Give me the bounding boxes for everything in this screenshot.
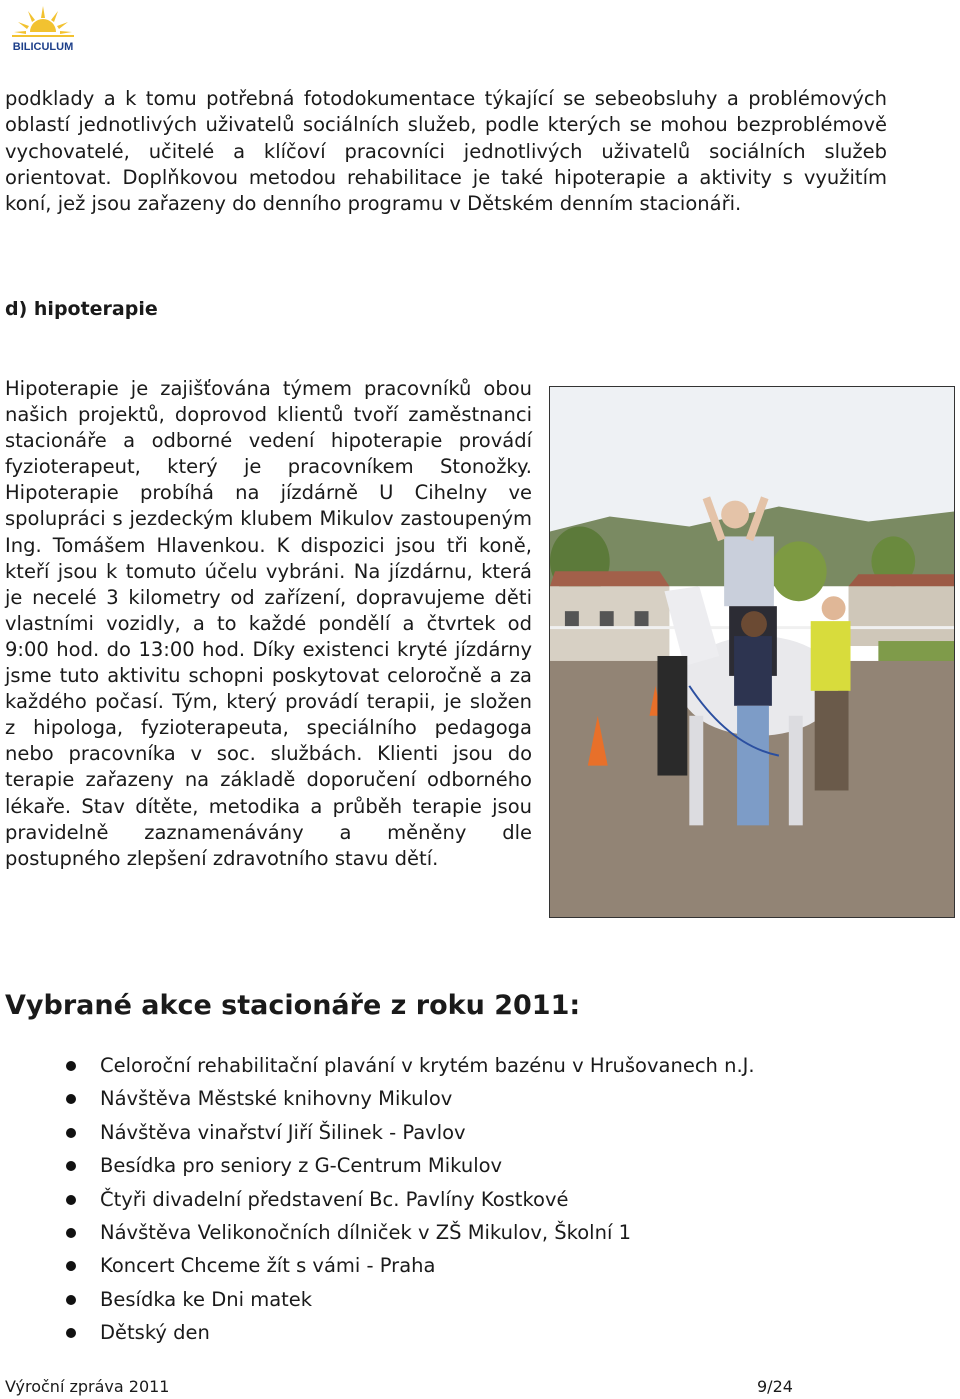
footer-report-title: Výroční zpráva 2011	[5, 1377, 170, 1396]
list-item	[60, 1319, 920, 1352]
section-heading: d) hipoterapie	[5, 298, 158, 320]
horse-riding-photo-icon	[550, 387, 954, 917]
event-label: Návštěva Velikonočních dílniček v ZŠ Mikulov, Školní 1	[100, 1220, 631, 1244]
bullet-icon	[66, 1128, 76, 1138]
bullet-icon	[66, 1161, 76, 1171]
list-item	[60, 1119, 920, 1152]
hippotherapy-photo	[549, 386, 955, 918]
bullet-icon	[66, 1228, 76, 1238]
list-item	[60, 1152, 920, 1185]
bullet-icon	[66, 1261, 76, 1271]
event-label: Čtyři divadelní představení Bc. Pavlíny Kostkové	[100, 1187, 569, 1211]
list-item	[60, 1286, 920, 1319]
event-label: Celoroční rehabilitační plavání v krytém bazénu v Hrušovanech n.J.	[100, 1054, 755, 1077]
event-label: Besídka ke Dni matek	[100, 1287, 313, 1311]
event-label: Návštěva vinařství Jiří Šilinek - Pavlov	[100, 1120, 466, 1144]
bullet-icon	[66, 1094, 76, 1104]
events-list	[60, 1052, 920, 1353]
list-item	[60, 1052, 920, 1085]
sun-logo-icon	[4, 4, 82, 56]
biliculum-logo	[4, 4, 82, 56]
list-item	[60, 1252, 920, 1285]
event-label: Besídka pro seniory z G-Centrum Mikulov	[100, 1154, 503, 1178]
hipoterapie-paragraph: Hipoterapie je zajišťována týmem pracovníků obou našich projektů, doprovod klientů tvoří zaměstnanci stacionáře a odborné vedení hipoterapie provádí fyzioterapeut, který je pracovníkem Stonožky. Hipoterapie probíhá na jízdárně U Cihelny ve spolupráci s jezdeckým klubem Mikulov zastoupeným Ing. Tomášem Hlavenkou. K dispozici jsou tři koně, kteří jsou k tomuto účelu vybráni. Na jízdárnu, která je necelé 3 kilometry od zařízení, dopravujeme děti vlastními vozidly, a to každé pondělí a čtvrtek od 9:00 hod. do 13:00 hod. Díky existenci kryté jízdárny jsme tuto aktivitu schopni poskytovat celoročně a za každého počasí. Tým, který provádí terapii, je složen z hipologa, fyzioterapeuta, speciálního pedagoga nebo pracovníka v soc. službách. Klienti jsou do terapie zařazeny na základě doporučení odborného lékaře. Stav dítěte, metodika a průběh terapie jsou pravidelně zaznamenávány a měněny dle postupného zlepšení zdravotního stavu dětí.	[5, 377, 532, 870]
list-item	[60, 1219, 920, 1252]
list-item	[60, 1186, 920, 1219]
bullet-icon	[66, 1061, 76, 1071]
logo-text: BILICULUM	[12, 41, 74, 53]
events-heading: Vybrané akce stacionáře z roku 2011:	[5, 990, 581, 1021]
footer-page-number: 9/24	[757, 1377, 793, 1396]
list-item	[60, 1085, 920, 1118]
bullet-icon	[66, 1295, 76, 1305]
intro-paragraph: podklady a k tomu potřebná fotodokumentace týkající se sebeobsluhy a problémových oblastí jednotlivých uživatelů sociálních služeb, podle kterých se mohou bezproblémově vychovatelé, učitelé a klíčoví pracovníci jednotlivých uživatelů sociálních služeb orientovat. Doplňkovou metodou rehabilitace je také hipoterapie a aktivity s využitím koní, jež jsou zařazeny do denního programu v Dětském denním stacionáři.	[5, 87, 887, 216]
event-label: Dětský den	[100, 1321, 210, 1345]
bullet-icon	[66, 1328, 76, 1338]
event-label: Koncert Chceme žít s vámi - Praha	[100, 1254, 436, 1278]
bullet-icon	[66, 1195, 76, 1205]
event-label: Návštěva Městské knihovny Mikulov	[100, 1087, 453, 1111]
